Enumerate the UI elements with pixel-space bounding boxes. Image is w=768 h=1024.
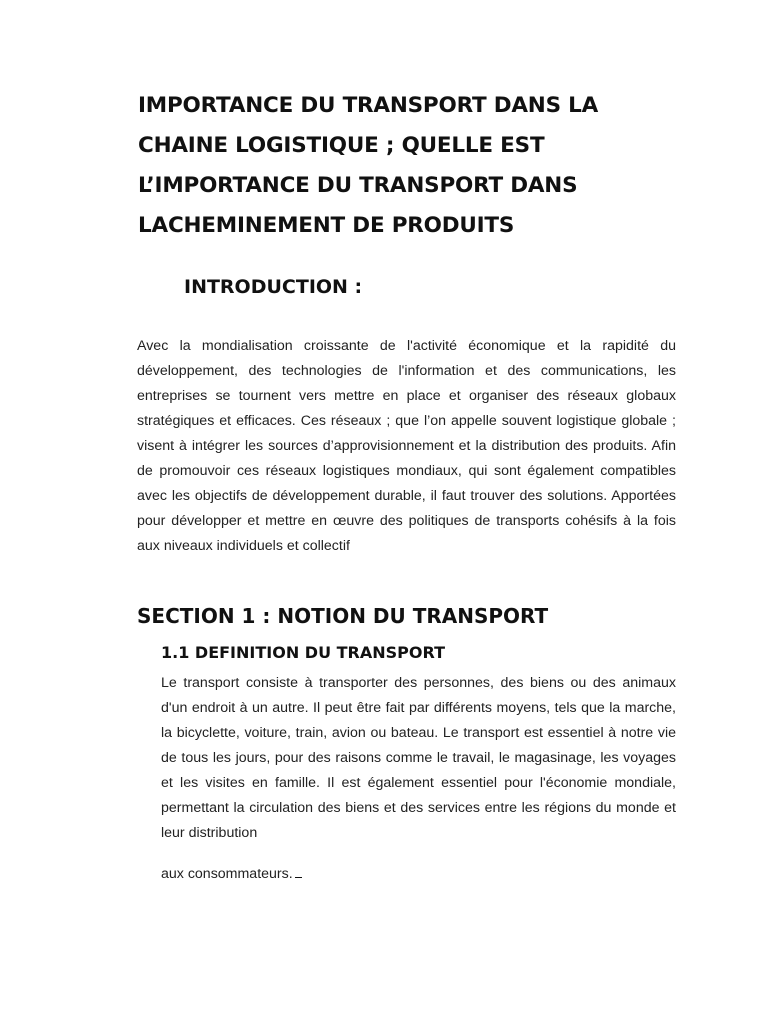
introduction-paragraph: Avec la mondialisation croissante de l'activité économique et la rapidité du développement, des technologies de l'information et des communications, les entreprises se tournent vers mettre en place et organiser des réseaux globaux stratégiques et efficaces. Ces réseaux ; que l’on appelle souvent logistique globale ; visent à intégrer les sources d’approvisionnement et la distribution des produits. Afin de promouvoir ces réseaux logistiques mondiaux, qui sont également compatibles avec les objectifs de développement durable, il faut trouver des solutions. Apportées pour développer et mettre en œuvre des politiques de transports cohésifs à la fois aux niveaux individuels et collectif [137, 338, 676, 554]
subsection-1-1-heading: 1.1 DEFINITION DU TRANSPORT [161, 643, 445, 662]
definition-last-line: aux consommateurs. [161, 866, 293, 882]
definition-paragraph: Le transport consiste à transporter des personnes, des biens ou des animaux d'un endroit à un autre. Il peut être fait par différents moyens, tels que la marche, la bicyclette, voiture, train, avion ou bateau. Le transport est essentiel à notre vie de tous les jours, pour des raisons comme le travail, le magasinage, les voyages et les visites en famille. Il est également essentiel pour l'économie mondiale, permettant la circulation des biens et des services entre les régions du monde et leur distribution [161, 675, 676, 841]
introduction-heading: INTRODUCTION : [184, 276, 363, 298]
section-1-heading: SECTION 1 : NOTION DU TRANSPORT [137, 604, 549, 628]
definition-last-line-container [161, 862, 302, 887]
underscore-mark [295, 863, 302, 878]
document-title: IMPORTANCE DU TRANSPORT DANS LA CHAINE LOGISTIQUE ; QUELLE EST L’IMPORTANCE DU TRANSPORT DANS LACHEMINEMENT DE PRODUITS [138, 93, 599, 238]
